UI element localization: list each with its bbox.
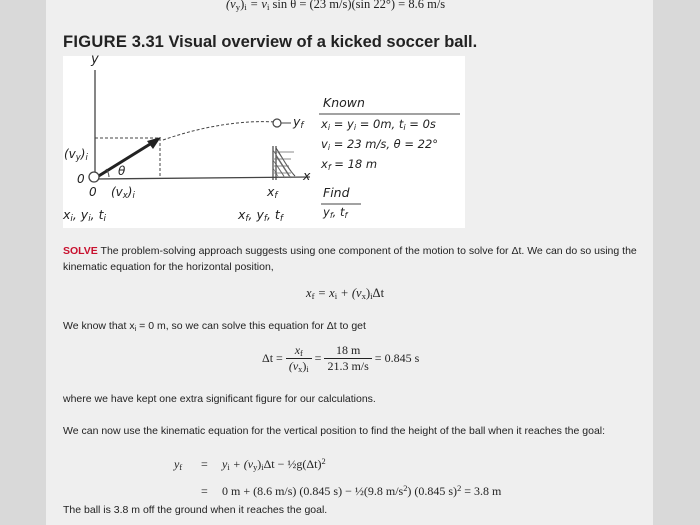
sketch-zero-left: 0 [77,172,85,186]
figure-number: 3.31 [131,33,164,51]
sketch-zero-bottom: 0 [89,185,97,199]
sketch-start-label: $x_i$, $y_i$, $t_i$ [63,207,106,225]
figure-sketch [63,52,465,228]
equation-delta-t: Δt = $\frac{x_f}{(v_x)_i}$ = $\frac{18 m}{21.3 m/s}$ = 0.845 s [262,343,420,375]
known-line-3: $x_f = 18$ m [321,157,378,172]
sketch-x-axis [95,177,310,179]
top-equation: $(v_y)_i = v_i$ sin θ = (23 m/s)(sin 22°) = 8.6 m/s [226,0,446,13]
sigfig-paragraph: where we have kept one extra significant figure for our calculations. [63,393,376,405]
solve-paragraph: SOLVE The problem-solving approach suggests using one component of the motion to solve for Δt. We can do so using the kinematic equation for the horizontal position, [63,245,637,273]
sketch-vy-label: $(v_y)_i$ [64,147,88,163]
find-line-1: $y_f$, $t_f$ [323,205,348,220]
trajectory [163,122,275,140]
sketch-theta: θ [118,164,126,178]
ball-end [273,119,281,127]
sketch-xf-label: $x_f$ [267,184,278,202]
textbook-page [46,0,653,525]
sketch-end-label: $x_f$, $y_f$, $t_f$ [238,207,283,225]
known-title: Known [323,95,365,110]
find-title: Find [323,185,350,200]
sketch-y-label: y [91,52,99,67]
equation-vertical-position [174,451,501,502]
velocity-arrowhead [147,137,161,149]
know-xi-paragraph: We know that $x_i = 0$ m, so we can solve this equation for Δt to get [63,320,366,333]
known-line-2: $v_i = 23$ m/s, θ = 22° [321,137,439,152]
velocity-vector [97,141,155,177]
sketch-yf-label: $y_f$ [293,114,304,132]
known-line-1: $x_i = y_i = 0m$, $t_i = 0s$ [321,117,436,132]
equation-vertical-line-1: $y_f = y_i + (v_y)_i\Delta t$ − $\frac{1}{2}g(\Delta t)^2$ [174,456,326,472]
figure-label: FIGURE [63,33,128,51]
figure-caption [63,33,477,52]
solve-label: SOLVE [63,245,98,257]
ball-start [89,172,99,182]
equation-vertical-line-2: = 0 m + (8.6 m/s) (0.845 s) − ½(9.8 $m/s^2$) (0.845 s)$^2$ = 3.8 m [201,483,502,498]
final-paragraph: The ball is 3.8 m off the ground when it reaches the goal. [63,504,328,516]
vertical-paragraph: We can now use the kinematic equation for the vertical position to find the height of the ball when it reaches the goal: [63,425,606,437]
equation-horizontal-position: $x_f = x_i + (v_x)_i\Delta t$ [306,286,385,302]
sketch-vx-label: $(v_x)_i$ [111,185,135,201]
goal-net [273,146,295,180]
figure-title: Visual overview of a kicked soccer ball. [168,33,478,51]
sketch-x-label: x [303,168,311,183]
